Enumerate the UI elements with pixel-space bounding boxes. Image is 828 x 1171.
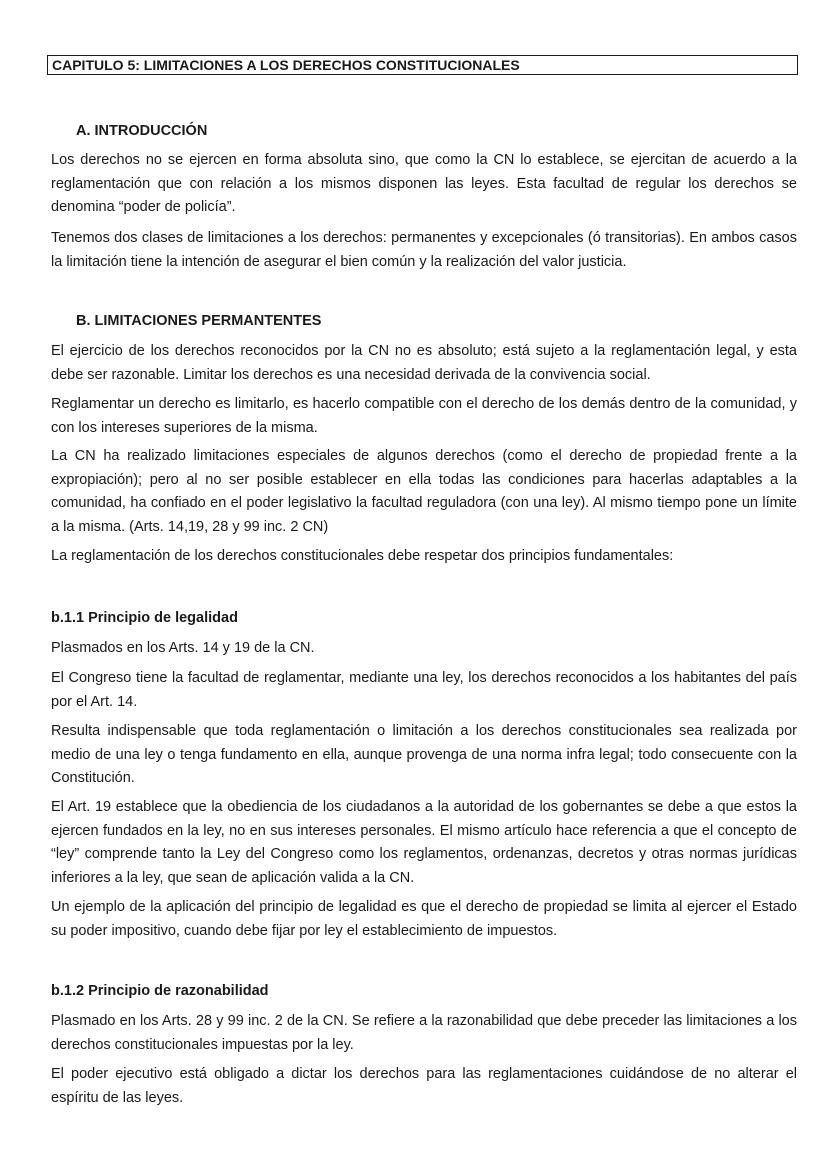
- section-heading-introduccion: A. INTRODUCCIÓN: [76, 123, 208, 139]
- subsection-heading-razonabilidad: b.1.2 Principio de razonabilidad: [51, 983, 269, 999]
- paragraph: Reglamentar un derecho es limitarlo, es hacerlo compatible con el derecho de los demás dentro de la comunidad, y con los intereses superiores de la misma.: [51, 396, 797, 436]
- paragraph: Resulta indispensable que toda reglamentación o limitación a los derechos constitucionales sea realizada por medio de una ley o tenga fundamento en ella, aunque provenga de una norma infra legal; todo consecuente con la Constitución.: [51, 723, 797, 786]
- paragraph: Tenemos dos clases de limitaciones a los derechos: permanentes y excepcionales (ó transitorias). En ambos casos la limitación tiene la intención de asegurar el bien común y la realización del valor justicia.: [51, 230, 797, 270]
- section-heading-limitaciones-permanentes: B. LIMITACIONES PERMANTENTES: [76, 313, 322, 329]
- subsection-heading-legalidad: b.1.1 Principio de legalidad: [51, 610, 238, 626]
- paragraph: El ejercicio de los derechos reconocidos por la CN no es absoluto; está sujeto a la reglamentación legal, y esta debe ser razonable. Limitar los derechos es una necesidad derivada de la convivencia social.: [51, 343, 797, 383]
- paragraph: La reglamentación de los derechos constitucionales debe respetar dos principios fundamentales:: [51, 548, 674, 564]
- paragraph: Los derechos no se ejercen en forma absoluta sino, que como la CN lo establece, se ejercitan de acuerdo a la reglamentación que con relación a los mismos disponen las leyes. Esta facultad de regular los derechos se denomina “poder de policía”.: [51, 152, 797, 215]
- paragraph: La CN ha realizado limitaciones especiales de algunos derechos (como el derecho de propiedad frente a la expropiación); pero al no ser posible establecer en ella todas las condiciones para hacerlas adaptables a la comunidad, ha confiado en el poder legislativo la facultad reguladora (con una ley). Al mismo tiempo pone un límite a la misma. (Arts. 14,19, 28 y 99 inc. 2 CN): [51, 448, 797, 535]
- paragraph: Plasmados en los Arts. 14 y 19 de la CN.: [51, 640, 315, 656]
- paragraph: Un ejemplo de la aplicación del principio de legalidad es que el derecho de propiedad se limita al ejercer el Estado su poder impositivo, cuando debe fijar por ley el establecimiento de impuestos.: [51, 899, 797, 939]
- paragraph: El Congreso tiene la facultad de reglamentar, mediante una ley, los derechos reconocidos a los habitantes del país por el Art. 14.: [51, 670, 797, 710]
- paragraph: El Art. 19 establece que la obediencia de los ciudadanos a la autoridad de los gobernantes se debe a que estos la ejercen fundados en la ley, no en sus intereses personales. El mismo artículo hace referencia a que el concepto de “ley” comprende tanto la Ley del Congreso como los reglamentos, ordenanzas, decretos y otras normas jurídicas inferiores a la ley, que sean de aplicación valida a la CN.: [51, 799, 797, 886]
- paragraph: Plasmado en los Arts. 28 y 99 inc. 2 de la CN. Se refiere a la razonabilidad que debe preceder las limitaciones a los derechos constitucionales impuestas por la ley.: [51, 1013, 797, 1053]
- paragraph: El poder ejecutivo está obligado a dictar los derechos para las reglamentaciones cuidándose de no alterar el espíritu de las leyes.: [51, 1066, 797, 1106]
- chapter-title: CAPITULO 5: LIMITACIONES A LOS DERECHOS CONSTITUCIONALES: [47, 55, 798, 75]
